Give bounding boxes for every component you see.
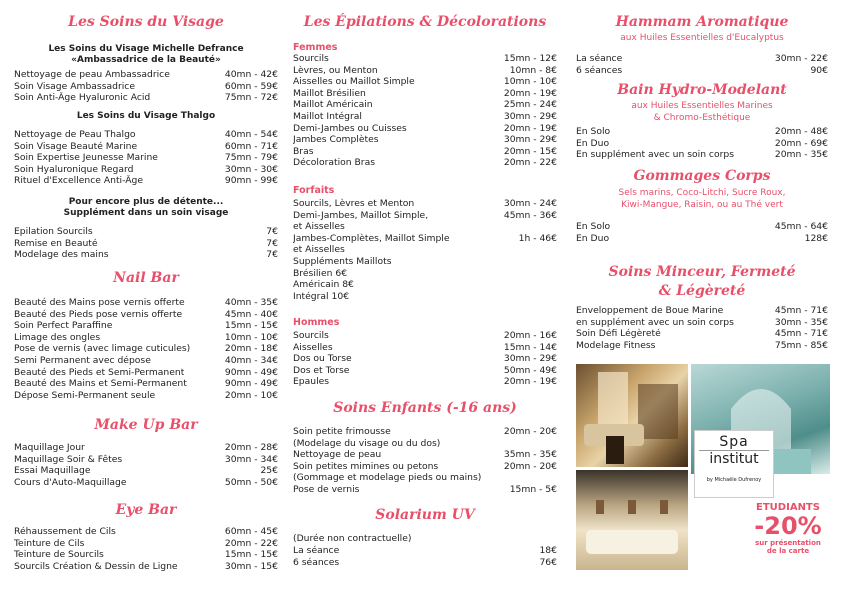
enfants-title: Soins Enfants (-16 ans) [333, 400, 517, 416]
service-price [553, 221, 557, 233]
detente-line2: Supplément dans un soin visage [63, 208, 229, 218]
service-price [553, 244, 557, 256]
service-name: En Duo [576, 232, 610, 244]
service-name: (Gommage et modelage pieds ou mains) [293, 472, 482, 484]
makeup-title: Make Up Bar [94, 417, 198, 433]
gommages-subtitle-line2: Kiwi-Mangue, Raisin, ou au Thé vert [621, 200, 783, 210]
detente-list [14, 226, 278, 261]
service-name: Demi-Jambes ou Cuisses [293, 122, 407, 134]
detente-line1: Pour encore plus de détente... [68, 197, 224, 207]
price-row [293, 99, 557, 111]
service-price: 18€ [539, 545, 557, 556]
service-price: 45mn - 71€ [774, 305, 828, 316]
price-row [14, 175, 278, 187]
defrance-title-line2: «Ambassadrice de la Beauté» [71, 55, 221, 65]
bain-subtitle-line1: aux Huiles Essentielles Marines [631, 101, 773, 111]
service-price: 7€ [266, 237, 278, 249]
price-row [14, 538, 278, 550]
price-row [576, 305, 828, 317]
service-price [553, 472, 557, 484]
bain-title: Bain Hydro-Modelant [617, 82, 787, 98]
price-row [293, 545, 557, 557]
service-price: 76€ [539, 556, 557, 568]
price-row [14, 390, 278, 402]
service-price [553, 279, 557, 291]
price-row [293, 146, 557, 158]
price-row [14, 442, 278, 454]
price-row [14, 164, 278, 176]
service-name: Modelage Fitness [576, 339, 656, 351]
service-price: 90mn - 49€ [224, 378, 278, 390]
price-row [14, 561, 278, 573]
price-row [14, 249, 278, 261]
service-name: Décoloration Bras [293, 157, 375, 169]
service-name: Maquillage Soir & Fêtes [14, 453, 123, 465]
price-row [576, 233, 828, 245]
price-row [14, 477, 278, 489]
nail-list [14, 297, 278, 401]
service-name: et Aisselles [293, 221, 345, 233]
makeup-list [14, 442, 278, 488]
price-row [293, 210, 557, 222]
price-row [14, 69, 278, 81]
price-row [293, 268, 557, 280]
service-name: Pose de vernis (avec limage cuticules) [14, 343, 191, 355]
service-price: 60mn - 59€ [224, 80, 278, 92]
service-price: 40mn - 34€ [224, 354, 278, 366]
price-row [293, 111, 557, 123]
price-row [14, 297, 278, 309]
price-row [14, 309, 278, 321]
price-row [293, 88, 557, 100]
service-price: 45mn - 71€ [774, 328, 828, 340]
hommes-label: Hommes [293, 317, 340, 328]
service-name: et Aisselles [293, 244, 345, 256]
enfants-list [293, 426, 557, 496]
price-row [14, 238, 278, 250]
service-name: Limage des ongles [14, 331, 101, 343]
price-row [293, 134, 557, 146]
price-row [293, 256, 557, 268]
solarium-title: Solarium UV [375, 507, 475, 523]
bain-subtitle [576, 100, 828, 124]
service-price: 20mn - 10€ [224, 389, 278, 401]
service-name: Essai Maquillage [14, 465, 91, 477]
price-row [293, 342, 557, 354]
logo-byline: by Michaële Dufrenoy [706, 477, 762, 483]
price-row [293, 484, 557, 496]
service-price: 50mn - 50€ [224, 476, 278, 488]
service-price: 20mn - 20€ [503, 460, 557, 472]
service-name: Remise en Beauté [14, 237, 98, 249]
service-name: Soin Visage Ambassadrice [14, 80, 135, 92]
defrance-title [14, 44, 278, 66]
service-name: Dos et Torse [293, 364, 350, 376]
price-row [14, 141, 278, 153]
service-name: Réhaussement de Cils [14, 526, 116, 537]
price-row [576, 328, 828, 340]
price-row [293, 76, 557, 88]
price-row [293, 438, 557, 450]
price-row [293, 353, 557, 365]
price-row [293, 461, 557, 473]
spa-room-photo [576, 364, 688, 467]
price-row [14, 129, 278, 141]
spa-institut-logo [694, 430, 774, 498]
service-price: 45mn - 64€ [774, 221, 828, 232]
logo-spa-text: Spa [719, 434, 749, 450]
promo-note-line1: sur présentation [755, 539, 821, 547]
detente-title [14, 197, 278, 219]
service-name: (Modelage du visage ou du dos) [293, 437, 441, 449]
defrance-list [14, 69, 278, 104]
service-name: Soin Défi Légèreté [576, 328, 661, 340]
price-row [14, 81, 278, 93]
price-row [576, 149, 828, 161]
service-price: 75mn - 72€ [224, 92, 278, 104]
service-name: Nettoyage de Peau Thalgo [14, 129, 136, 140]
price-row [576, 65, 828, 77]
service-name: Maillot Intégral [293, 110, 362, 122]
price-row [576, 138, 828, 150]
service-price: 35mn - 35€ [503, 449, 557, 461]
service-price: 20mn - 69€ [774, 137, 828, 149]
price-row [293, 157, 557, 169]
promo-note-line2: de la carte [766, 547, 810, 555]
service-price: 20mn - 22€ [503, 157, 557, 169]
service-name: Nettoyage de peau Ambassadrice [14, 69, 170, 80]
defrance-title-line1: Les Soins du Visage Michelle Defrance [48, 44, 244, 54]
service-name: Teinture de Cils [14, 537, 85, 549]
thalgo-list [14, 129, 278, 187]
price-row [14, 320, 278, 332]
service-name: Dos ou Torse [293, 353, 352, 365]
price-row [293, 53, 557, 65]
forfaits-label: Forfaits [293, 185, 335, 196]
service-name: Maquillage Jour [14, 442, 85, 453]
service-price: 90€ [810, 64, 828, 76]
hammam-subtitle: aux Huiles Essentielles d'Eucalyptus [620, 33, 784, 43]
service-price [553, 438, 557, 450]
price-row [293, 330, 557, 342]
service-price: 45mn - 40€ [224, 308, 278, 320]
service-name: Epilation Sourcils [14, 226, 93, 237]
price-row [14, 367, 278, 379]
service-name: Semi Permanent avec dépose [14, 354, 151, 366]
service-price: 30mn - 34€ [224, 453, 278, 465]
service-name: Enveloppement de Boue Marine [576, 305, 724, 316]
service-name: La séance [576, 53, 623, 64]
service-price: 20mn - 19€ [503, 122, 557, 134]
price-row [576, 221, 828, 233]
price-row [293, 472, 557, 484]
price-row [14, 549, 278, 561]
price-row [293, 365, 557, 377]
price-row [14, 152, 278, 164]
service-price: 128€ [804, 232, 828, 244]
service-name: Aisselles ou Maillot Simple [293, 76, 415, 88]
eye-list [14, 526, 278, 572]
hammam-list [576, 53, 828, 76]
thalgo-title: Les Soins du Visage Thalgo [76, 111, 216, 121]
service-name: en supplément avec un soin corps [576, 316, 734, 328]
service-price: 7€ [266, 226, 278, 237]
service-price: 20mn - 20€ [503, 426, 557, 437]
service-price: 40mn - 42€ [224, 69, 278, 80]
service-name: Beauté des Pieds pose vernis offerte [14, 308, 183, 320]
service-name: Soin Perfect Paraffine [14, 320, 113, 332]
service-name: Jambes Complètes [293, 134, 379, 146]
price-row [14, 332, 278, 344]
service-name: Epaules [293, 376, 330, 388]
price-row [14, 465, 278, 477]
service-price: 1h - 46€ [518, 232, 557, 244]
service-price: 30mn - 15€ [224, 560, 278, 572]
service-price [553, 268, 557, 280]
price-row [14, 226, 278, 238]
service-name: Soin petites mimines ou petons [293, 460, 439, 472]
gommages-subtitle [576, 187, 828, 211]
service-price: 90mn - 99€ [224, 175, 278, 187]
price-row [14, 92, 278, 104]
service-price: 25€ [260, 465, 278, 477]
price-row [293, 449, 557, 461]
minceur-title-line2: & Légèreté [658, 283, 746, 299]
service-price: 75mn - 85€ [774, 339, 828, 351]
service-price: 30mn - 29€ [503, 110, 557, 122]
gommages-title: Gommages Corps [633, 168, 771, 184]
minceur-title [576, 263, 828, 301]
service-name: Beauté des Pieds et Semi-Permanent [14, 366, 185, 378]
nail-title: Nail Bar [113, 270, 179, 286]
bain-list [576, 126, 828, 161]
service-name: 6 séances [293, 556, 340, 568]
price-row [293, 65, 557, 77]
service-price: 40mn - 35€ [224, 297, 278, 308]
femmes-label: Femmes [293, 42, 338, 53]
service-name: Modelage des mains [14, 249, 109, 261]
service-name: Suppléments Maillots [293, 255, 392, 267]
service-name: Soin Visage Beauté Marine [14, 140, 138, 152]
service-price: 10mn - 10€ [503, 76, 557, 88]
price-row [293, 221, 557, 233]
service-price: 30mn - 24€ [503, 198, 557, 209]
service-price: 15mn - 15€ [224, 320, 278, 332]
service-name: Sourcils [293, 330, 329, 341]
service-price [553, 291, 557, 303]
service-price: 40mn - 54€ [224, 129, 278, 140]
service-price: 20mn - 28€ [224, 442, 278, 453]
promo-discount: -20% [754, 512, 822, 540]
service-price: 10mn - 8€ [509, 64, 557, 76]
service-name: Sourcils Création & Dessin de Ligne [14, 560, 178, 572]
service-price: 15mn - 15€ [224, 549, 278, 561]
service-name: Cours d'Auto-Maquillage [14, 476, 127, 488]
promo-label: ETUDIANTS [756, 502, 820, 513]
service-name: Bras [293, 145, 314, 157]
price-row [293, 279, 557, 291]
service-name: Soin Hyaluronique Regard [14, 163, 134, 175]
service-name: 6 séances [576, 64, 623, 76]
student-promo [740, 502, 836, 555]
price-row [293, 123, 557, 135]
service-price: 30mn - 35€ [774, 316, 828, 328]
service-name: Lèvres, ou Menton [293, 64, 378, 76]
service-name: En Solo [576, 126, 611, 137]
gommages-list [576, 221, 828, 244]
service-name: En supplément avec un soin corps [576, 149, 735, 161]
visage-title: Les Soins du Visage [68, 14, 224, 30]
service-name: Intégral 10€ [293, 290, 350, 302]
price-row [293, 376, 557, 388]
relax-room-photo [576, 470, 688, 570]
epil-title: Les Épilations & Décolorations [303, 14, 547, 30]
price-row [576, 53, 828, 65]
service-name: Beauté des Mains et Semi-Permanent [14, 378, 187, 390]
service-price: 30mn - 29€ [503, 134, 557, 146]
service-name: Soin petite frimousse [293, 426, 391, 437]
service-price: 30mn - 29€ [503, 353, 557, 365]
service-price: 7€ [266, 249, 278, 261]
solarium-list [293, 545, 557, 568]
service-name: En Solo [576, 221, 611, 232]
service-name: Maillot Brésilien [293, 87, 366, 99]
service-price: 20mn - 48€ [774, 126, 828, 137]
service-name: Dépose Semi-Permanent seule [14, 389, 156, 401]
service-name: Pose de vernis [293, 483, 360, 495]
relax-room-illustration [576, 470, 688, 570]
service-price: 15mn - 14€ [503, 341, 557, 353]
service-price: 20mn - 35€ [774, 149, 828, 161]
service-price [553, 256, 557, 268]
price-row [14, 355, 278, 367]
service-price: 90mn - 49€ [224, 366, 278, 378]
service-price: 60mn - 45€ [224, 526, 278, 537]
service-name: Soin Expertise Jeunesse Marine [14, 152, 158, 164]
service-name: Soin Anti-Âge Hyaluronic Acid [14, 92, 151, 104]
service-name: Brésilien 6€ [293, 267, 348, 279]
price-row [14, 343, 278, 355]
service-name: Rituel d'Excellence Anti-Âge [14, 175, 143, 187]
service-price: 45mn - 36€ [503, 209, 557, 221]
service-price: 20mn - 16€ [503, 330, 557, 341]
service-price: 20mn - 19€ [503, 87, 557, 99]
logo-institut-text: institut [699, 450, 769, 467]
service-price: 20mn - 15€ [503, 145, 557, 157]
minceur-list [576, 305, 828, 351]
eye-title: Eye Bar [115, 502, 177, 518]
price-row [293, 244, 557, 256]
service-price: 15mn - 12€ [503, 53, 557, 64]
service-price: 20mn - 18€ [224, 343, 278, 355]
service-name: Sourcils [293, 53, 329, 64]
gommages-subtitle-line1: Sels marins, Coco-Litchi, Sucre Roux, [618, 188, 786, 198]
hammam-title: Hammam Aromatique [615, 14, 789, 30]
price-row [14, 378, 278, 390]
price-row [293, 198, 557, 210]
bain-subtitle-line2: & Chromo-Esthétique [653, 113, 751, 123]
price-row [293, 291, 557, 303]
service-price: 15mn - 5€ [509, 483, 557, 495]
price-row [14, 454, 278, 466]
service-name: Demi-Jambes, Maillot Simple, [293, 209, 429, 221]
service-price: 50mn - 49€ [503, 364, 557, 376]
service-name: Nettoyage de peau [293, 449, 382, 461]
service-name: Américain 8€ [293, 279, 354, 291]
service-name: Beauté des Mains pose vernis offerte [14, 297, 185, 308]
service-name: Jambes-Complètes, Maillot Simple [293, 232, 450, 244]
service-name: Teinture de Sourcils [14, 549, 104, 561]
service-price: 60mn - 71€ [224, 140, 278, 152]
service-name: La séance [293, 545, 340, 556]
service-price: 30mn - 30€ [224, 163, 278, 175]
price-row [293, 557, 557, 569]
service-price: 75mn - 79€ [224, 152, 278, 164]
price-row [293, 426, 557, 438]
price-row [576, 126, 828, 138]
forfaits-list [293, 198, 557, 302]
service-name: Maillot Américain [293, 99, 373, 111]
service-price: 25mn - 24€ [503, 99, 557, 111]
service-price: 20mn - 22€ [224, 537, 278, 549]
spa-room-illustration [576, 364, 688, 467]
service-name: Aisselles [293, 341, 333, 353]
price-row [576, 340, 828, 352]
hommes-list [293, 330, 557, 388]
minceur-title-line1: Soins Minceur, Fermeté [608, 264, 796, 280]
price-row [14, 526, 278, 538]
service-name: En Duo [576, 137, 610, 149]
femmes-list [293, 53, 557, 169]
solarium-note: (Durée non contractuelle) [293, 533, 412, 544]
service-price: 20mn - 19€ [503, 376, 557, 388]
service-price: 10mn - 10€ [224, 331, 278, 343]
service-price: 30mn - 22€ [774, 53, 828, 64]
price-row [293, 233, 557, 245]
price-row [576, 317, 828, 329]
service-name: Sourcils, Lèvres et Menton [293, 198, 415, 209]
